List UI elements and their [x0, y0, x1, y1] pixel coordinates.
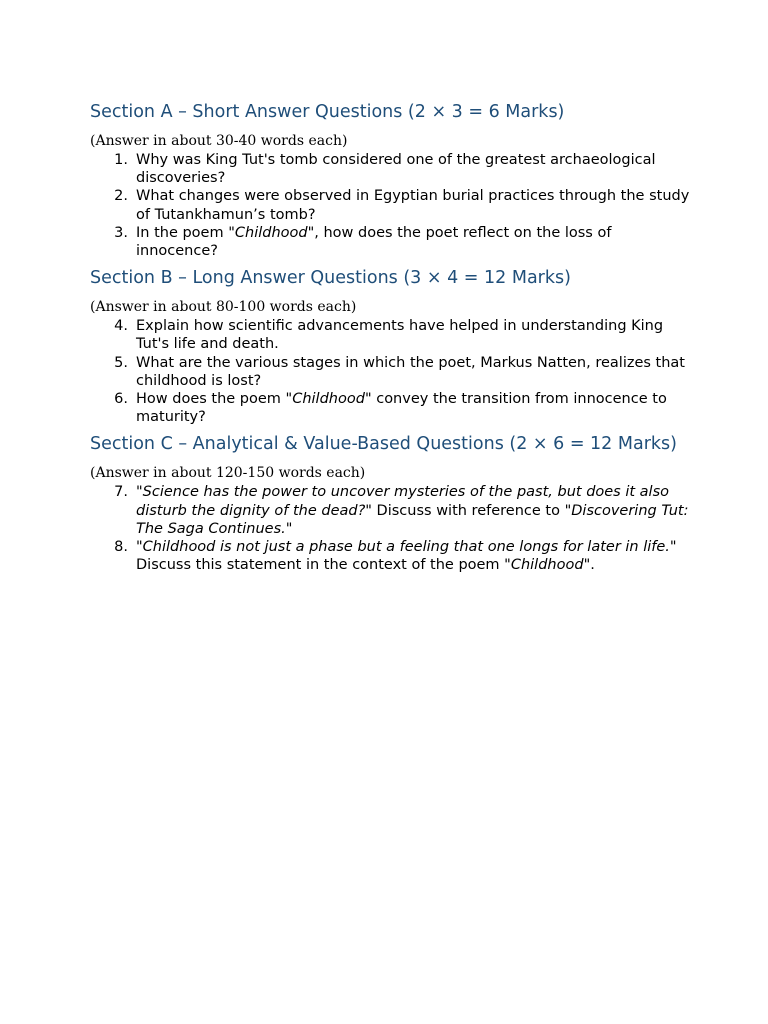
question-text: In the poem "Childhood", how does the poet reflect on the loss of innocence? [136, 224, 612, 260]
question-7 [90, 483, 690, 538]
section-b-questions [90, 317, 690, 426]
poem-title: Childhood [292, 391, 365, 408]
section-c-heading: Section C – Analytical & Value-Based Questions (2 × 6 = 12 Marks) [90, 434, 677, 455]
question-number: 8. [114, 539, 128, 556]
question-number: 1. [114, 152, 128, 168]
section-b-heading: Section B – Long Answer Questions (3 × 4 = 12 Marks) [90, 268, 571, 289]
section-b [90, 266, 690, 426]
question-1 [90, 151, 690, 187]
section-a-questions [90, 151, 690, 260]
question-number: 4. [114, 318, 128, 335]
section-a-instruction: (Answer in about 30-40 words each) [90, 133, 348, 149]
question-3 [90, 224, 690, 260]
section-c [90, 432, 690, 574]
poem-title: Childhood [510, 557, 584, 574]
section-c-questions [90, 483, 690, 574]
section-b-instruction: (Answer in about 80-100 words each) [90, 299, 357, 316]
question-text: Explain how scientific advancements have helped in understanding King Tut's life and death. [136, 318, 664, 353]
question-8 [90, 538, 690, 574]
chapter-title: Discovering Tut: The Saga Continues. [136, 502, 689, 537]
section-a-heading: Section A – Short Answer Questions (2 × 3 = 6 Marks) [90, 102, 565, 122]
question-text: How does the poem "Childhood" convey the transition from innocence to maturity? [136, 391, 667, 426]
question-text: "Science has the power to uncover mysteries of the past, but does it also disturb the dignity of the dead?" Discuss with reference to "Discovering Tut: The Saga Continues." [136, 484, 689, 537]
question-4 [90, 317, 690, 353]
question-number: 3. [114, 224, 128, 241]
question-number: 6. [114, 391, 128, 408]
question-number: 7. [114, 484, 128, 501]
question-6 [90, 390, 690, 426]
question-text: Why was King Tut's tomb considered one of the greatest archaeological discoveries? [136, 152, 656, 187]
question-text: "Childhood is not just a phase but a feeling that one longs for later in life." Discuss this statement in the context of the poem "Childhood". [136, 539, 677, 574]
question-text: What are the various stages in which the poet, Markus Natten, realizes that childhood is lost? [136, 354, 685, 389]
question-paper [90, 100, 690, 574]
poem-title: Childhood [234, 224, 308, 241]
quote-text: Childhood is not just a phase but a feeling that one longs for later in life. [142, 539, 670, 556]
quote-text: Science has the power to uncover mysteries of the past, but does it also disturb the dignity of the dead? [136, 484, 670, 519]
question-number: 2. [114, 188, 128, 205]
question-2 [90, 187, 690, 223]
section-c-instruction: (Answer in about 120-150 words each) [90, 465, 366, 482]
question-5 [90, 354, 690, 390]
question-text: What changes were observed in Egyptian burial practices through the study of Tutankhamun’s tomb? [136, 188, 690, 223]
question-number: 5. [114, 354, 128, 371]
section-a [90, 100, 690, 260]
